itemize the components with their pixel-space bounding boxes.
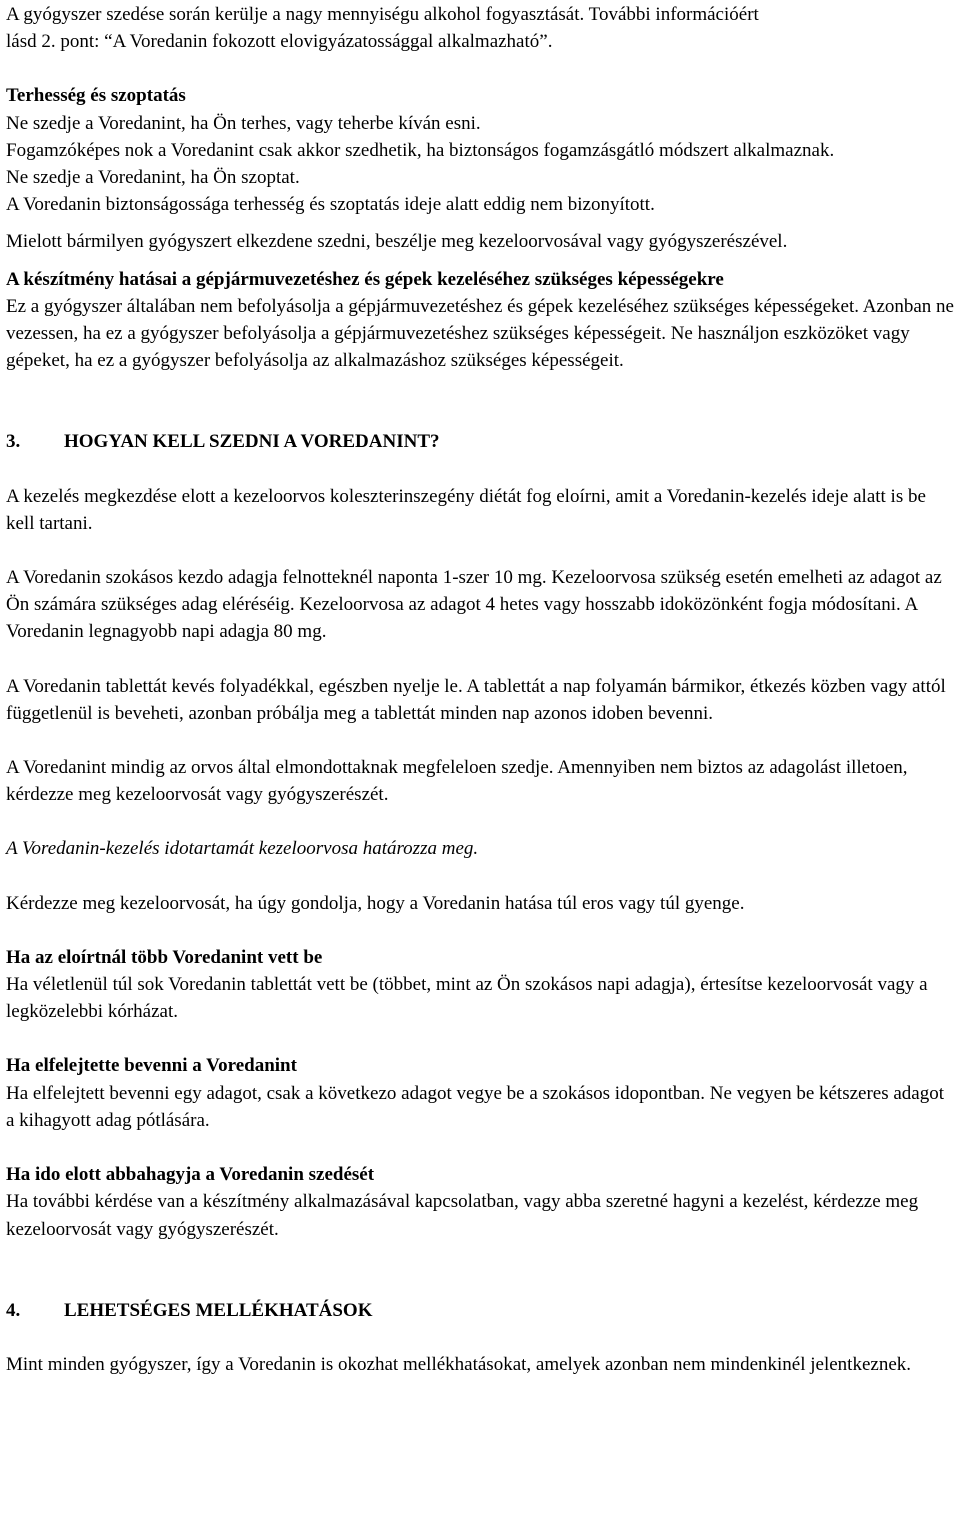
section-3-number: 3. bbox=[6, 431, 21, 453]
pregnancy-heading: Terhesség és szoptatás bbox=[6, 85, 186, 107]
driving-text: Ez a gyógyszer általában nem befolyásolja a gépjármuvezetéshez és gépek kezeléséhez szükséges képességeket. Azonban ne vezessen, ha ez a gyógyszer befolyásolja a gépjármuvezetéshez szükséges képességeit. Ne használjon eszközöket vagy gépeket, ha ez a gyógyszer befolyásolja az alkalmazáshoz szükséges képességeit. bbox=[6, 295, 954, 372]
intro-line-2: lásd 2. pont: “A Voredanin fokozott elovigyázatossággal alkalmazható”. bbox=[6, 31, 553, 53]
overdose-text: Ha véletlenül túl sok Voredanin tablettát vett be (többet, mint az Ön szokásos napi adagja), értesítse kezeloorvosát vagy a legközelebbi kórházat. bbox=[6, 974, 928, 1023]
overdose-heading: Ha az eloírtnál több Voredanint vett be bbox=[6, 946, 323, 968]
stopping-text: Ha további kérdése van a készítmény alkalmazásával kapcsolatban, vagy abba szeretné hagyni a kezelést, kérdezze meg kezeloorvosát vagy gyógyszerészét. bbox=[6, 1191, 919, 1240]
section-4-title bbox=[6, 1297, 956, 1324]
section-4 bbox=[6, 1297, 956, 1378]
pregnancy-text-2: Fogamzóképes nok a Voredanint csak akkor szedhetik, ha biztonságos fogamzásgátló módszert alkalmaznak. bbox=[6, 139, 835, 161]
section-3-text-2: A Voredanin szokásos kezdo adagja felnotteknél naponta 1-szer 10 mg. Kezeloorvosa szükség esetén emelheti az adagot az Ön számára szükséges adag eléréséig. Kezeloorvosa az adagot 4 hetes vagy hosszabb idoközönként fogja módosítani. A Voredanin legnagyobb napi adagja 80 mg. bbox=[6, 567, 942, 643]
section-3-text-4: A Voredanint mindig az orvos által elmondottaknak megfeleloen szedje. Amennyiben nem biztos az adagolást illetoen, kérdezze meg kezeloorvosát vagy gyógyszerészét. bbox=[6, 757, 908, 806]
intro-line-1: A gyógyszer szedése során kerülje a nagy mennyiségu alkohol fogyasztását. További információért bbox=[6, 4, 759, 25]
document-page bbox=[6, 1, 956, 1378]
overdose-section bbox=[6, 944, 956, 1026]
advice-text: Mielott bármilyen gyógyszert elkezdene szedni, beszélje meg kezeloorvosával vagy gyógyszerészével. bbox=[6, 231, 788, 253]
pregnancy-section bbox=[6, 82, 956, 218]
section-4-text-1: Mint minden gyógyszer, így a Voredanin is okozhat mellékhatásokat, amelyek azonban nem mindenkinél jelentkeznek. bbox=[6, 1353, 912, 1375]
pregnancy-text-1: Ne szedje a Voredanint, ha Ön terhes, vagy teherbe kíván esni. bbox=[6, 112, 481, 134]
driving-section bbox=[6, 266, 956, 375]
pregnancy-text-4: A Voredanin biztonságossága terhesség és szoptatás ideje alatt eddig nem bizonyított. bbox=[6, 194, 655, 216]
section-3-title bbox=[6, 428, 956, 455]
forgot-heading: Ha elfelejtette bevenni a Voredanint bbox=[6, 1055, 297, 1077]
section-3-text-6: Kérdezze meg kezeloorvosát, ha úgy gondolja, hogy a Voredanin hatása túl eros vagy túl gyenge. bbox=[6, 892, 745, 914]
stopping-heading: Ha ido elott abbahagyja a Voredanin szedését bbox=[6, 1164, 375, 1186]
section-3-text-3: A Voredanin tablettát kevés folyadékkal, egészben nyelje le. A tablettát a nap folyamán bármikor, étkezés közben vagy attól függetlenül is beveheti, azonban próbálja meg a tablettát minden nap azonos idoben bevenni. bbox=[6, 675, 946, 724]
section-3 bbox=[6, 428, 956, 916]
stopping-section bbox=[6, 1161, 956, 1243]
section-3-title-text: HOGYAN KELL SZEDNI A VOREDANINT? bbox=[64, 431, 440, 453]
section-3-text-5: A Voredanin-kezelés idotartamát kezeloorvosa határozza meg. bbox=[6, 838, 479, 860]
section-4-title-text: LEHETSÉGES MELLÉKHATÁSOK bbox=[64, 1299, 373, 1321]
driving-heading: A készítmény hatásai a gépjármuvezetéshez és gépek kezeléséhez szükséges képességekre bbox=[6, 268, 724, 290]
forgot-section bbox=[6, 1052, 956, 1134]
section-4-number: 4. bbox=[6, 1299, 21, 1321]
forgot-text: Ha elfelejtett bevenni egy adagot, csak a következo adagot vegye be a szokásos idopontban. Ne vegyen be kétszeres adagot a kihagyott adag pótlására. bbox=[6, 1082, 945, 1131]
pregnancy-text-3: Ne szedje a Voredanint, ha Ön szoptat. bbox=[6, 167, 300, 189]
section-3-text-1: A kezelés megkezdése elott a kezeloorvos koleszterinszegény diétát fog eloírni, amit a Voredanin-kezelés ideje alatt is be kell tartani. bbox=[6, 485, 926, 534]
